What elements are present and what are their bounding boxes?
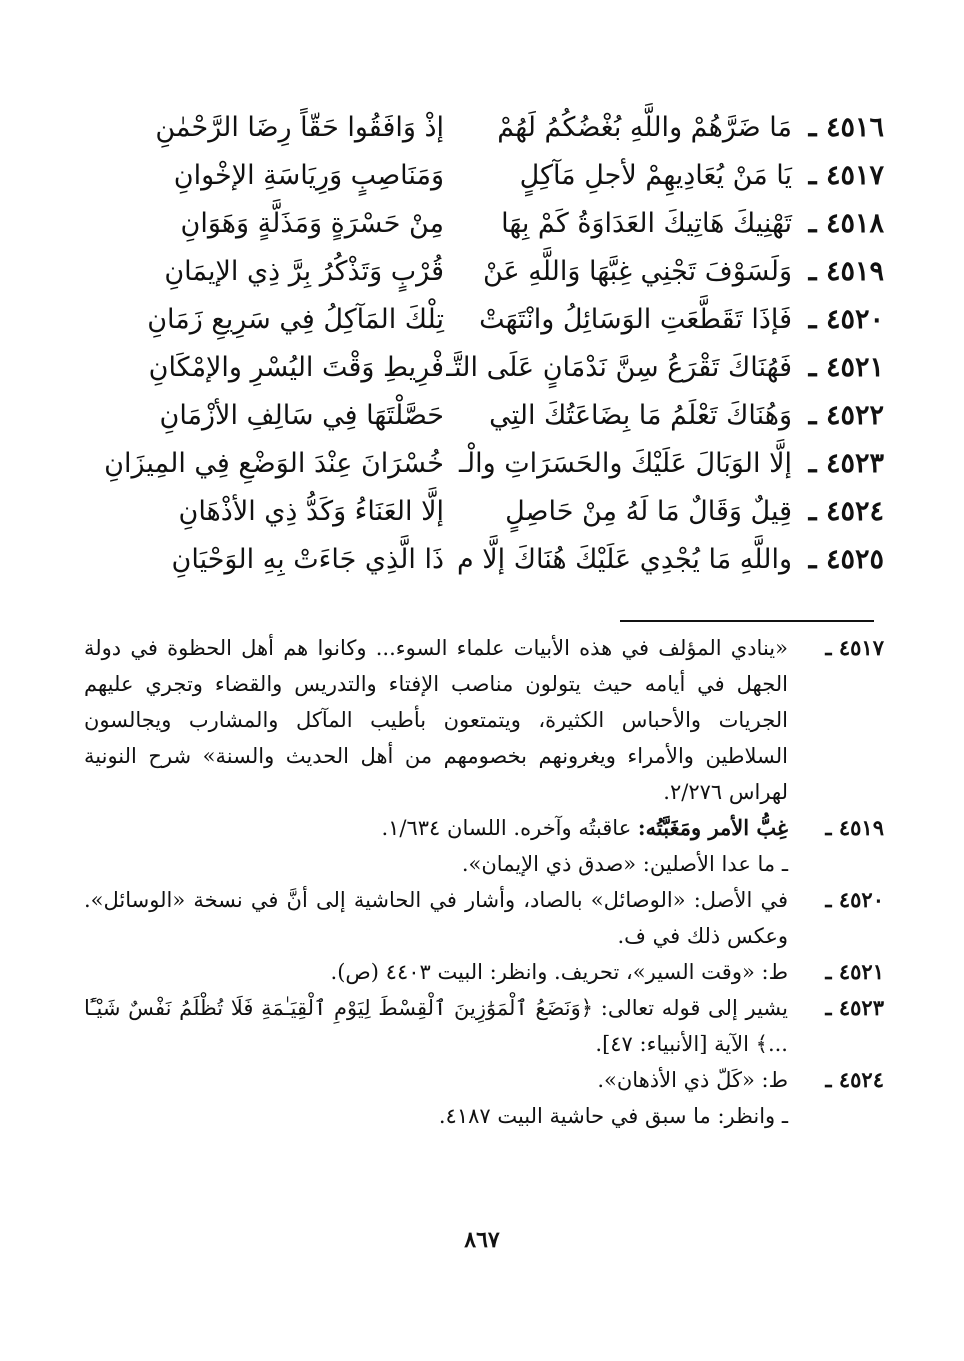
footnote-text: ط: «وقت السير»، تحريف. وانظر: البيت ٤٤٠٣ (ص). bbox=[330, 960, 788, 984]
verse-number: ٤٥١٦ ـ bbox=[808, 112, 884, 143]
footnote-number: ٤٥١٧ ـ bbox=[825, 635, 884, 660]
verse-second-hemistich: إلَّا العَنَاءُ وَكَدُّ ذِي الأذْهَانِ bbox=[178, 496, 444, 527]
footnote bbox=[84, 954, 884, 990]
footnote-text bbox=[84, 810, 788, 846]
verse-second-hemistich: إذْ وَافَقُوا حَقّاً رِضَا الرَّحْمٰنِ bbox=[155, 112, 444, 143]
verse-line bbox=[80, 104, 884, 152]
verse-line bbox=[80, 200, 884, 248]
verse-first-hemistich: مَا ضَرَّهُمْ واللَّهِ بُغْضُكُمُ لَهُمْ bbox=[497, 112, 792, 143]
verse-line bbox=[80, 488, 884, 536]
verse-number: ٤٥٢٠ ـ bbox=[808, 304, 884, 335]
verse-second-hemistich: مِنْ حَسْرَةٍ وَمَذَلَّةٍ وَهَوَانِ bbox=[180, 208, 444, 239]
verse-first-hemistich: إلَّا الوَبَالَ عَلَيْكَ والحَسَرَاتِ والْـ bbox=[459, 448, 792, 479]
verse-second-hemistich: ذَا الَّذِي جَاءَتْ بِهِ الوَحْيَانِ bbox=[171, 544, 444, 575]
verse-line bbox=[80, 536, 884, 584]
footnote bbox=[84, 630, 884, 810]
verse-line bbox=[80, 392, 884, 440]
footnotes bbox=[84, 630, 884, 1134]
verse-second-hemistich: خُسْرَانَ عِنْدَ الوَضْعِ فِي المِيزَانِ bbox=[104, 448, 444, 479]
footnote bbox=[84, 990, 884, 1062]
verse-first-hemistich: وَهُنَاكَ تَعْلَمُ مَا بِضَاعَتُكَ التِي bbox=[489, 400, 792, 431]
verse-number: ٤٥٢٢ ـ bbox=[808, 400, 884, 431]
verse-line bbox=[80, 152, 884, 200]
footnote-number: ٤٥٢٣ ـ bbox=[825, 995, 884, 1020]
verse-line bbox=[80, 296, 884, 344]
footnote-body: عاقبتُه وآخره. اللسان ١/٦٣٤. bbox=[381, 816, 632, 840]
verse-number: ٤٥١٩ ـ bbox=[808, 256, 884, 287]
footnote-text: ط: «كَلّ ذي الأذهان». bbox=[597, 1068, 788, 1092]
footnote-number: ٤٥١٩ ـ bbox=[825, 815, 884, 840]
verse-first-hemistich: قِيلٌ وَقَالٌ مَا لَهُ مِنْ حَاصِلٍ bbox=[505, 496, 792, 527]
footnote-number: ٤٥٢٤ ـ bbox=[825, 1067, 884, 1092]
footnote-headword: غِبُّ الأمر ومَغَبَّتُه: bbox=[637, 815, 788, 840]
verse-second-hemistich: فْرِيطِ وَقْتَ اليُسْرِ والإمْكَانِ bbox=[148, 352, 444, 383]
footnote-text: في الأصل: «الوصائل» بالصاد، وأشار في الحاشية إلى أنَّ في نسخة «الوسائل». وعكس ذلك في ف. bbox=[84, 888, 788, 948]
verse-number: ٤٥٢٣ ـ bbox=[808, 448, 884, 479]
footnote bbox=[84, 810, 884, 846]
verse-number: ٤٥٢١ ـ bbox=[808, 352, 884, 383]
verse-number: ٤٥١٧ ـ bbox=[808, 160, 884, 191]
footnote-number: ٤٥٢١ ـ bbox=[825, 959, 884, 984]
verse-first-hemistich: يَا مَنْ يُعَادِيهِمْ لأجلِ مَآكِلٍ bbox=[519, 160, 792, 191]
poem-verses bbox=[80, 104, 884, 584]
verse-line bbox=[80, 440, 884, 488]
verse-second-hemistich: وَمَنَاصِبٍ وَرِيَاسَةِ الإخْوانِ bbox=[173, 160, 444, 191]
verse-first-hemistich: فَإذَا تَقَطَّعَتِ الوَسَائِلُ وانْتَهَتْ bbox=[479, 304, 792, 335]
footnote-subnote: ـ ما عدا الأصلين: «صدق ذي الإيمان». bbox=[461, 852, 788, 876]
footnote-divider bbox=[620, 620, 874, 622]
verse-line bbox=[80, 344, 884, 392]
verse-second-hemistich: قُرْبٍ وَتَذْكُرُ بِرَّ ذِي الإيمَانِ bbox=[164, 256, 444, 287]
verse-first-hemistich: واللَّهِ مَا يُجْدِي عَلَيْكَ هُنَاكَ إلَّا م bbox=[456, 544, 792, 575]
verse-first-hemistich: فَهُنَاكَ تَقْرَعُ سِنَّ نَدْمَانٍ عَلَى التَّـ bbox=[446, 352, 792, 383]
verse-number: ٤٥٢٥ ـ bbox=[808, 544, 884, 575]
verse-number: ٤٥٢٤ ـ bbox=[808, 496, 884, 527]
verse-line bbox=[80, 248, 884, 296]
verse-number: ٤٥١٨ ـ bbox=[808, 208, 884, 239]
verse-first-hemistich: تَهْنِيكَ هَاتِيكَ العَدَاوَةُ كَمْ بِهَا bbox=[501, 208, 792, 239]
footnote-text: يشير إلى قوله تعالى: ﴿وَنَضَعُ ٱلْمَوَٰزِينَ ٱلْقِسْطَ لِيَوْمِ ٱلْقِيَـٰمَةِ فَلَا تُظْلَمُ نَفْسٌ شَيْـًٔا ...﴾ الآية [الأنبياء: ٤٧]. bbox=[84, 996, 788, 1056]
footnote-number: ٤٥٢٠ ـ bbox=[825, 887, 884, 912]
verse-first-hemistich: وَلَسَوْفَ تَجْنِي غِبَّهَا وَاللَّهِ عَنْ bbox=[483, 256, 792, 287]
verse-second-hemistich: تِلْكَ المَآكِلُ فِي سَرِيعِ زَمَانِ bbox=[147, 304, 444, 335]
verse-second-hemistich: حَصَّلْتَهَا فِي سَالِفِ الأزْمَانِ bbox=[159, 400, 444, 431]
footnote-subnote: ـ وانظر: ما سبق في حاشية البيت ٤١٨٧. bbox=[438, 1104, 788, 1128]
footnote-text: «ينادي المؤلف في هذه الأبيات علماء السوء... وكانوا هم أهل الحظوة في دولة الجهل في أيامه حيث يتولون مناصب الإفتاء والتدريس والقضاء وتجري عليهم الجريات والأحباس الكثيرة، ويتمتعون بأطيب المآكل والمشارب ويجالسون السلاطين والأمراء ويغرونهم بخصومهم من أهل الحديث والسنة» شرح النونية لهراس ٢/٢٧٦. bbox=[84, 636, 788, 804]
footnote bbox=[84, 1062, 884, 1098]
footnote bbox=[84, 882, 884, 954]
page-number: ٨٦٧ bbox=[464, 1227, 500, 1253]
